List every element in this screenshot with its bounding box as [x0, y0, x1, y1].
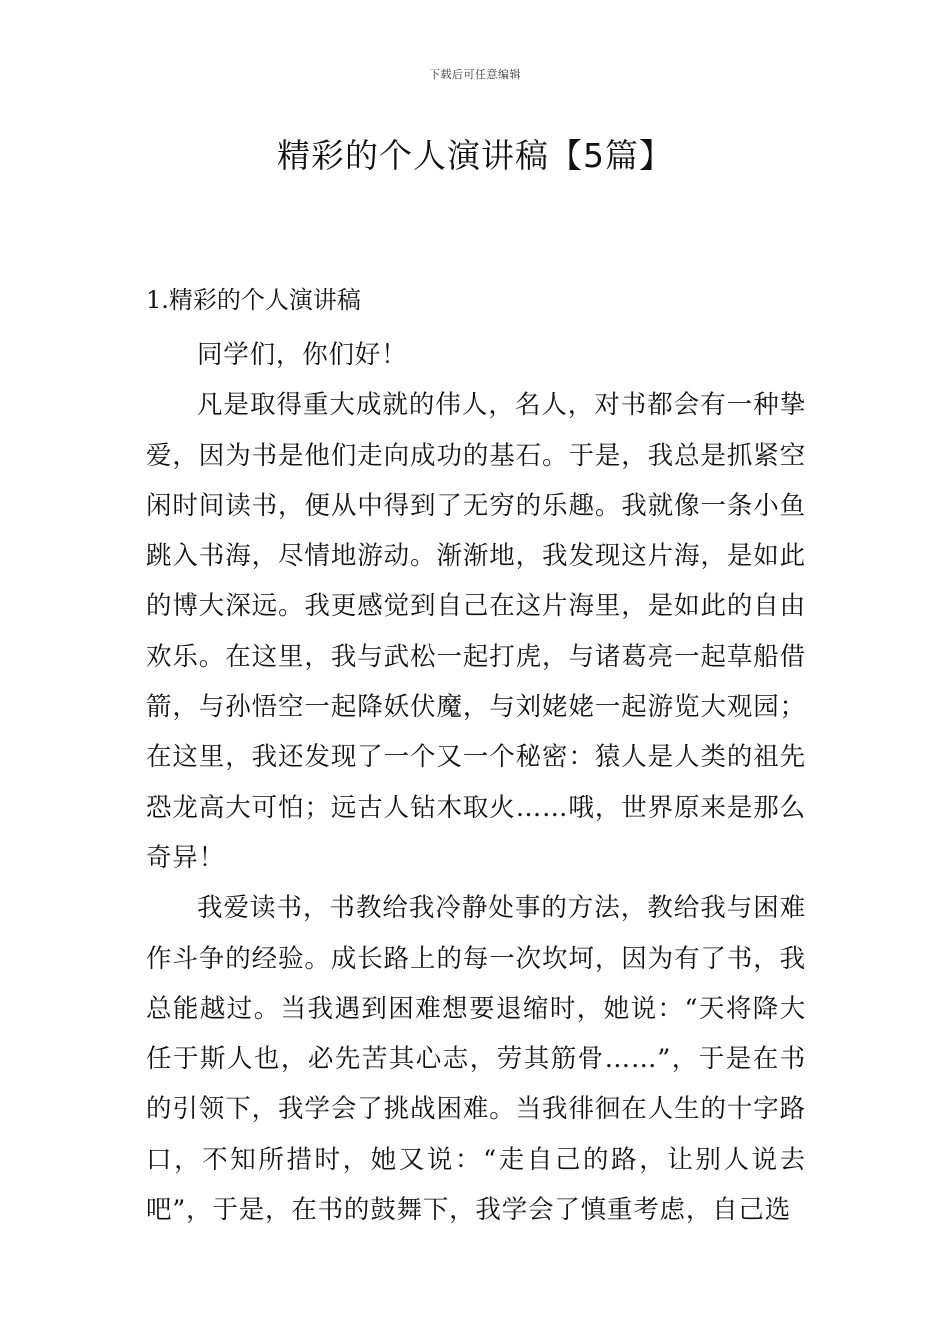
paragraph-greeting: 同学们，你们好！ — [197, 340, 408, 370]
paragraph-2: 我爱读书，书教给我冷静处事的方法，教给我与困难作斗争的经验。成长路上的每一次坎坷，因为有了书，我总能越过。当我遇到困难想要退缩时，她说：“天将降大任于斯人也，必先苦其心志，劳其筋骨……”，于是在书的引领下，我学会了挑战困难。当我徘徊在人生的十字路口，不知所措时，她又说：“走自己的路，让别人说去吧”，于是，在书的鼓舞下，我学会了慎重考虑，自己选 — [146, 893, 806, 1226]
section-heading: 1.精彩的个人演讲稿 — [146, 286, 361, 314]
header-note: 下载后可任意编辑 — [429, 68, 521, 81]
paragraph-1: 凡是取得重大成就的伟人，名人，对书都会有一种挚爱，因为书是他们走向成功的基石。于是，我总是抓紧空闲时间读书，便从中得到了无穷的乐趣。我就像一条小鱼跳入书海，尽情地游动。渐渐地，我发现这片海，是如此的博大深远。我更感觉到自己在这片海里，是如此的自由欢乐。在这里，我与武松一起打虎，与诸葛亮一起草船借箭，与孙悟空一起降妖伏魔，与刘姥姥一起游览大观园；在这里，我还发现了一个又一个秘密：猿人是人类的祖先恐龙高大可怕；远古人钻木取火……哦，世界原来是那么奇异！ — [146, 390, 806, 873]
document-title: 精彩的个人演讲稿【5篇】 — [277, 136, 673, 175]
article-body — [146, 280, 806, 1235]
